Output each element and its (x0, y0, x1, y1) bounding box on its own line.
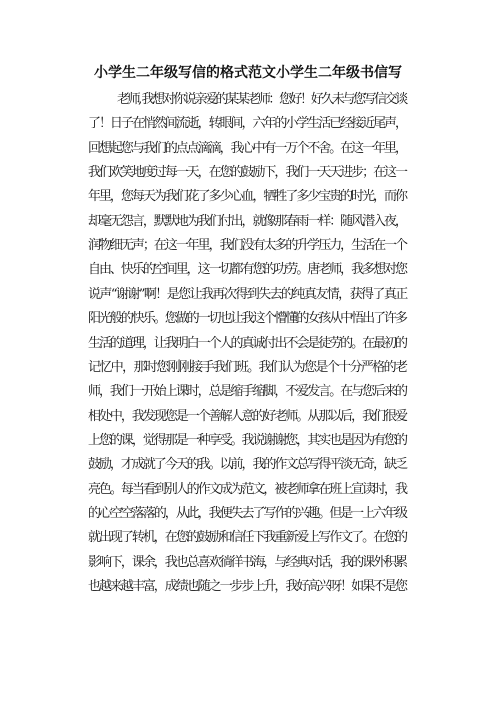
body-line (0, 185, 496, 209)
body-line (0, 551, 496, 575)
body-line (0, 478, 496, 502)
document-title: 小学生二年级写信的格式范文小学生二年级书信写 (94, 65, 402, 81)
body-line (0, 210, 496, 234)
body-line-text: 年里，您每天为我们花了多少心血，牺牲了多少宝贵的时光，而你 (88, 189, 406, 205)
body-line-text: 润物细无声；在这一年里，我们没有太多的升学压力，生活在一个 (88, 238, 406, 254)
body-line-text: 鼓励，才成就了今天的我。以前，我的作文总写得平淡无奇，缺乏 (88, 457, 406, 473)
body-line (0, 307, 496, 331)
body-line (0, 137, 496, 161)
body-line-text: 就出现了转机，在您的鼓励和信任下我重新爱上写作文了。在您的 (88, 530, 406, 546)
body-line (0, 356, 496, 380)
body-line-text: 亮色。每当看到别人的作文成为范文，被老师拿在班上宣读时，我 (88, 481, 406, 497)
body-line (0, 161, 496, 185)
body-line (0, 453, 496, 477)
body-line-text: 说声“谢谢”啊！是您让我再次得到失去的纯真友情，获得了真正 (88, 286, 407, 302)
body-line (0, 283, 496, 307)
body-line-text: 回想起您与我们的点点滴滴，我心中有一万个不舍。在这一年里， (88, 140, 406, 156)
body-line-text: 自由、快乐的空间里，这一切都有您的功劳。唐老师，我多想对您 (88, 262, 406, 278)
body-line-text: 记忆中，那时您刚刚接手我们班。我们认为您是个十分严格的老 (88, 359, 407, 375)
body-line (0, 502, 496, 526)
body-line (0, 88, 496, 112)
body-line-text: 老师, 我想对你说亲爱的某某老师：您好！好久未与您写信交谈 (117, 92, 406, 107)
body-line (0, 405, 496, 429)
body-line-text: 我们欢笑地度过每一天，在您的鼓励下，我们一天天进步；在这一 (88, 165, 406, 181)
body-line-text: 却毫无怨言，默默地为我们付出，就像那春雨一样：随风潜入夜， (88, 213, 406, 229)
body-line (0, 526, 496, 550)
body-line (0, 429, 496, 453)
body-line-text: 上您的课，觉得那是一种享受。我说谢谢您，其实也是因为有您的 (88, 432, 406, 448)
body-line (0, 234, 496, 258)
body-line (0, 332, 496, 356)
body-line-text: 的心空空落落的，从此，我便失去了写作的兴趣。但是一上六年级 (88, 505, 406, 521)
body-line-text: 生活的道理，让我明白一个人的真诚付出不会是徒劳的。在最初的 (88, 335, 406, 351)
body-line (0, 575, 496, 599)
body-line-text: 师，我们一开始上课时，总是缩手缩脚，不爱发言。在与您后来的 (88, 384, 406, 400)
body-line (0, 380, 496, 404)
body-line-text: 也越来越丰富，成绩也随之一步步上升，我好高兴呀！如果不是您 (88, 579, 406, 594)
body-line-text: 影响下，课余，我也总喜欢徜徉书海，与经典对话，我的课外积累 (88, 554, 406, 570)
body-line-text: 相处中，我发现您是一个善解人意的好老师。从那以后，我们很爱 (88, 408, 406, 424)
body-line (0, 112, 496, 136)
body-line-text: 了！日子在悄然间流逝，转眼间，六年的小学生活已经接近尾声， (88, 116, 406, 132)
body-line (0, 258, 496, 282)
body-line-text: 阳光般的快乐。您做的一切也让我这个懵懂的女孩从中悟出了许多 (88, 311, 406, 327)
